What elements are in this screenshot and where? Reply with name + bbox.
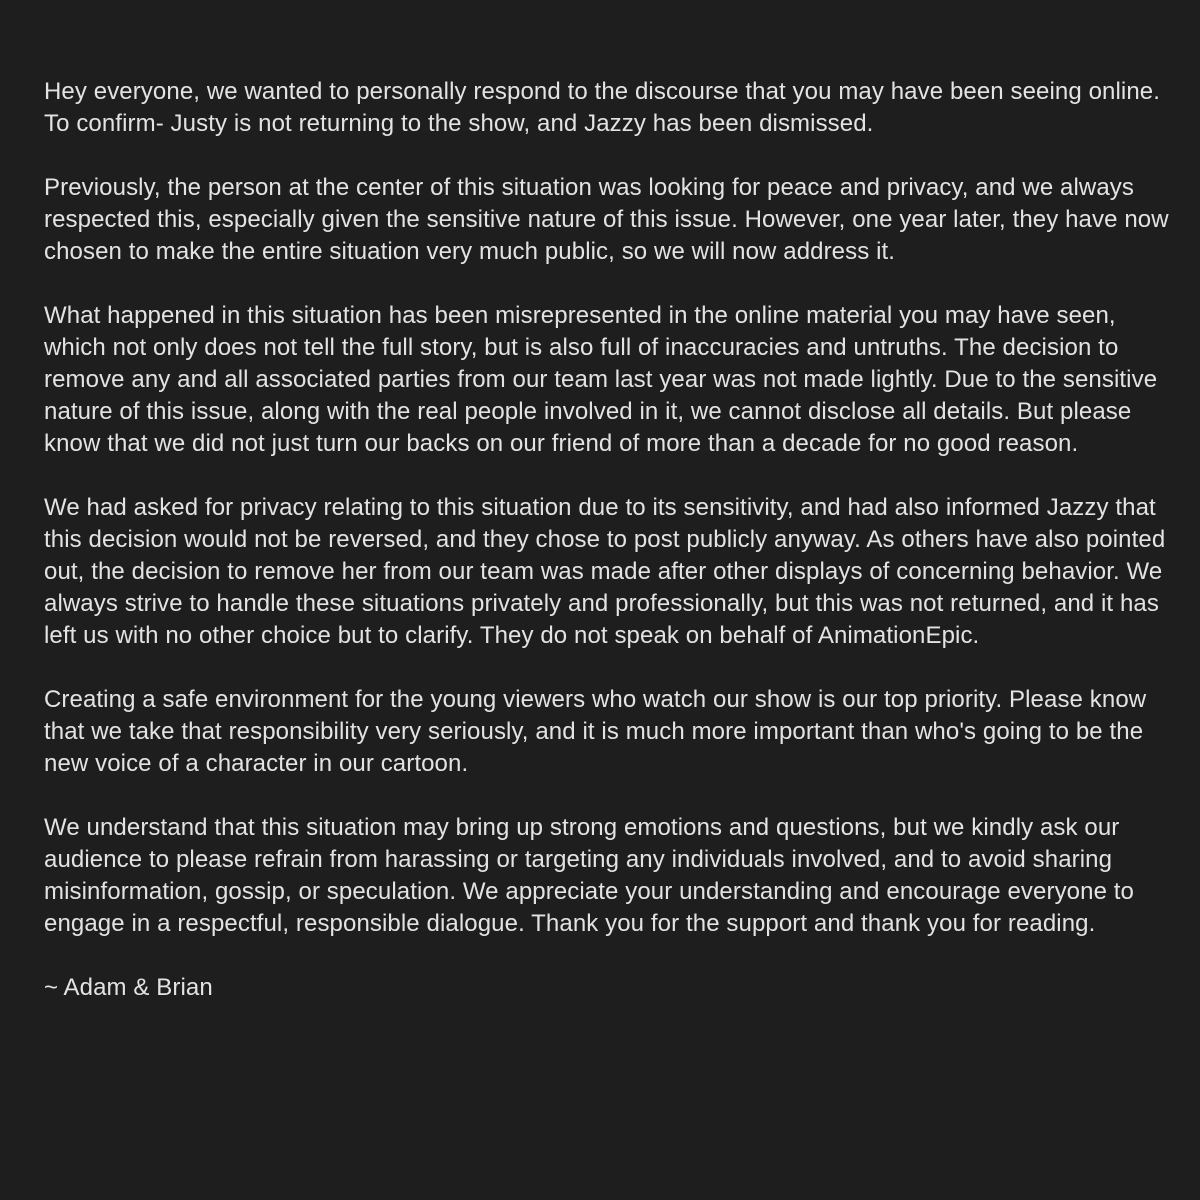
paragraph-misrepresentation: What happened in this situation has been misrepresented in the online material you may have seen, which not only does not tell the full story, but is also full of inaccuracies and untruths. The decision to remove any and all associated parties from our team last year was not made lightly. Due to the sensitive nature of this issue, along with the real people involved in it, we cannot disclose all details. But please know that we did not just turn our backs on our friend of more than a decade for no good reason. (44, 302, 1158, 457)
paragraph-privacy-request: We had asked for privacy relating to this situation due to its sensitivity, and had also informed Jazzy that this decision would not be reversed, and they chose to post publicly anyway. As others have also pointed out, the decision to remove her from our team was made after other displays of concerning behavior. We always strive to handle these situations privately and professionally, but this was not returned, and it has left us with no other choice but to clarify. They do not speak on behalf of AnimationEpic. (44, 494, 1166, 649)
paragraph-closing-request: We understand that this situation may bring up strong emotions and questions, but we kindly ask our audience to please refrain from harassing or targeting any individuals involved, and to avoid sharing misinformation, gossip, or speculation. We appreciate your understanding and encourage everyone to engage in a respectful, responsible dialogue. Thank you for the support and thank you for reading. (44, 814, 1134, 937)
statement-document (44, 76, 1174, 1004)
signature: ~ Adam & Brian (44, 974, 213, 1001)
paragraph-intro: Hey everyone, we wanted to personally respond to the discourse that you may have been seeing online. To confirm- Justy is not returning to the show, and Jazzy has been dismissed. (44, 78, 1161, 137)
paragraph-background: Previously, the person at the center of this situation was looking for peace and privacy, and we always respected this, especially given the sensitive nature of this issue. However, one year later, they have now chosen to make the entire situation very much public, so we will now address it. (44, 174, 1169, 265)
paragraph-safe-environment: Creating a safe environment for the young viewers who watch our show is our top priority. Please know that we take that responsibility very seriously, and it is much more important than who's going to be the new voice of a character in our cartoon. (44, 686, 1147, 777)
